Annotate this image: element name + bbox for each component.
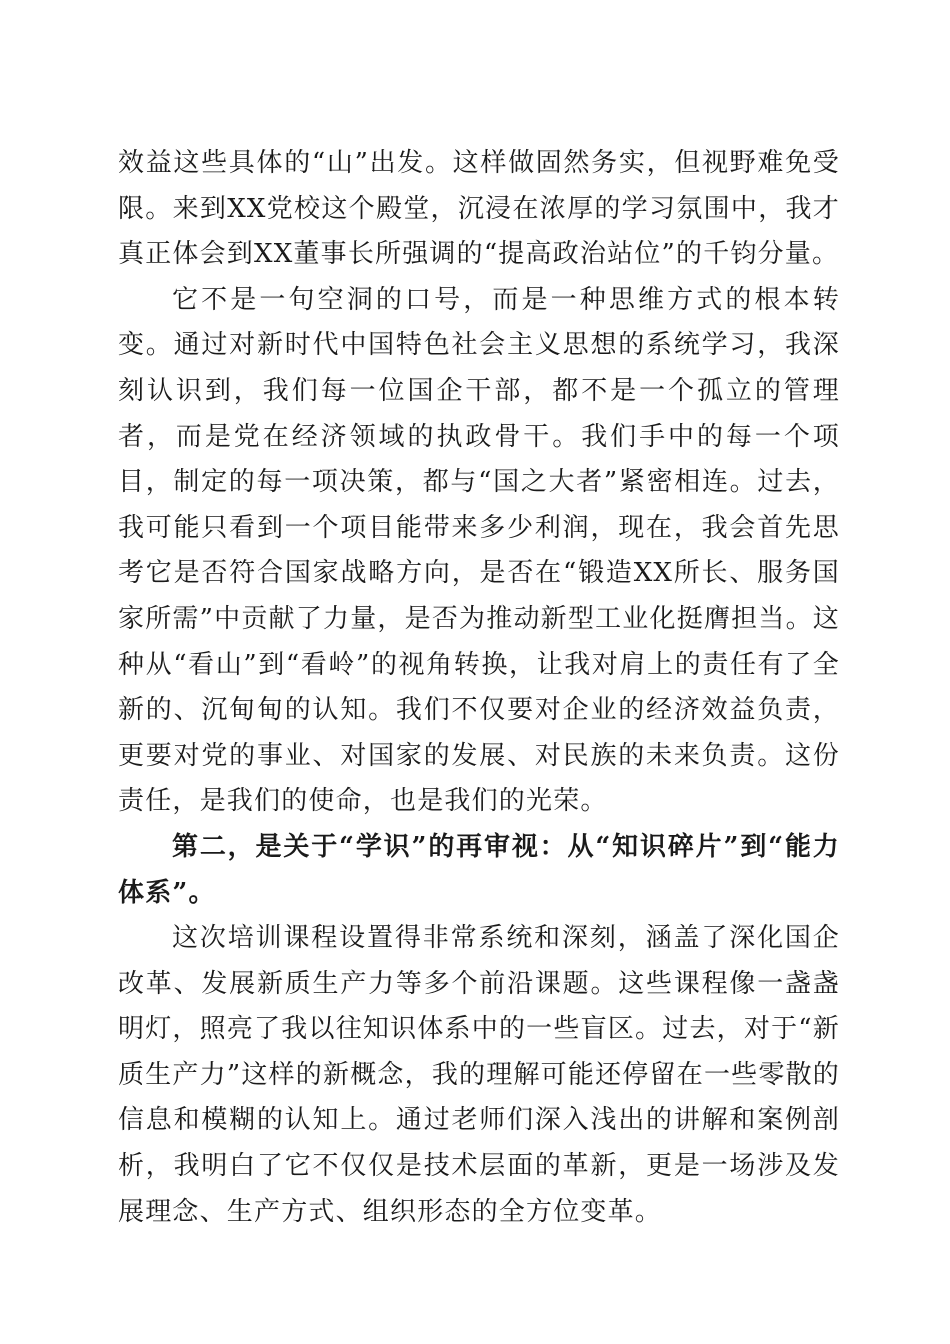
paragraph-political-stance: 它不是一句空洞的口号，而是一种思维方式的根本转变。通过对新时代中国特色社会主义思想的系统学习，我深刻认识到，我们每一位国企干部，都不是一个孤立的管理者，而是党在经济领域的执政骨干。我们手中的每一个项目，制定的每一项决策，都与“国之大者”紧密相连。过去，我可能只看到一个项目能带来多少利润，现在，我会首先思考它是否符合国家战略方向，是否在“锻造XX所长、服务国家所需”中贡献了力量，是否为推动新型工业化挺膺担当。这种从“看山”到“看岭”的视角转换，让我对肩上的责任有了全新的、沉甸甸的认知。我们不仅要对企业的经济效益负责，更要对党的事业、对国家的发展、对民族的未来负责。这份责任，是我们的使命，也是我们的光荣。 bbox=[118, 284, 840, 817]
paragraph-continuation: 效益这些具体的“山”出发。这样做固然务实，但视野难免受限。来到XX党校这个殿堂，沉浸在浓厚的学习氛围中，我才真正体会到XX董事长所强调的“提高政治站位”的千钧分量。 bbox=[118, 148, 840, 270]
section-heading-knowledge: 第二，是关于“学识”的再审视：从“知识碎片”到“能力体系”。 bbox=[118, 831, 840, 908]
paragraph-training-courses: 这次培训课程设置得非常系统和深刻，涵盖了深化国企改革、发展新质生产力等多个前沿课题。这些课程像一盏盏明灯，照亮了我以往知识体系中的一些盲区。过去，对于“新质生产力”这样的新概念，我的理解可能还停留在一些零散的信息和模糊的认知上。通过老师们深入浅出的讲解和案例剖析，我明白了它不仅仅是技术层面的革新，更是一场涉及发展理念、生产方式、组织形态的全方位变革。 bbox=[118, 923, 840, 1227]
document-body bbox=[118, 141, 840, 1235]
